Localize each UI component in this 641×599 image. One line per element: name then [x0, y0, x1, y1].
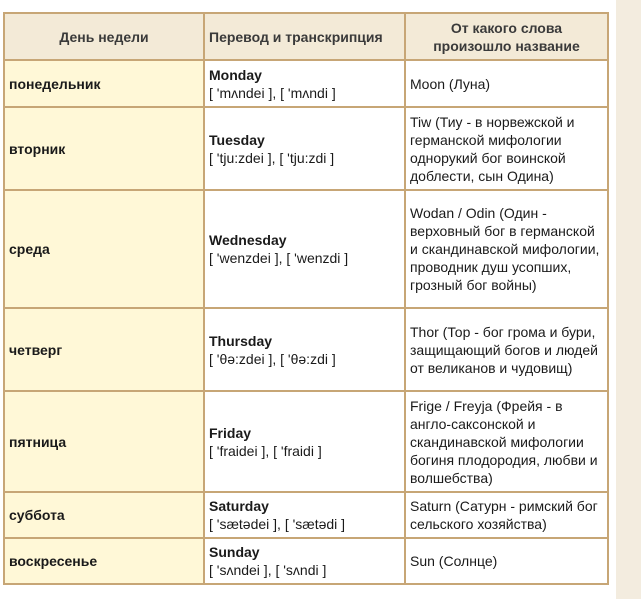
translation-cell: [204, 190, 405, 308]
transcription: [ 'wenzdei ], [ 'wenzdi ]: [209, 250, 349, 266]
table-row: [4, 391, 608, 492]
translation-cell: [204, 308, 405, 391]
transcription: [ 'θə:zdei ], [ 'θə:zdi ]: [209, 350, 336, 367]
transcription: [ 'mʌndei ], [ 'mʌndi ]: [209, 84, 336, 101]
origin-cell: Sun (Солнце): [405, 538, 608, 584]
translation-cell: [204, 391, 405, 492]
table-row: [4, 190, 608, 308]
translation-cell: [204, 492, 405, 538]
header-day: День недели: [4, 13, 204, 60]
day-name: суббота: [4, 492, 204, 538]
english-name: Thursday: [209, 332, 273, 349]
day-name: воскресенье: [4, 538, 204, 584]
day-name: понедельник: [4, 60, 204, 107]
day-name: вторник: [4, 107, 204, 190]
origin-cell: Moon (Луна): [405, 60, 608, 107]
origin-cell: Thor (Тор - бог грома и бури, защищающий богов и людей от великанов и чудовищ): [405, 308, 608, 391]
origin-cell: Frige / Freyja (Фрейя - в англо-саксонской и скандинавской мифологии богиня плодородия, любви и волшебства): [405, 391, 608, 492]
translation-cell: [204, 538, 405, 584]
translation-cell: [204, 60, 405, 107]
table-row: [4, 492, 608, 538]
page-side-background: [616, 0, 641, 599]
day-name: четверг: [4, 308, 204, 391]
day-name: среда: [4, 190, 204, 308]
english-name: Monday: [209, 66, 262, 83]
origin-cell: Wodan / Odin (Один - верховный бог в германской и скандинавской мифологии, проводник душ усопших, грозный бог войны): [405, 190, 608, 308]
transcription: [ 'sʌndei ], [ 'sʌndi ]: [209, 562, 327, 578]
transcription: [ 'tju:zdei ], [ 'tju:zdi ]: [209, 149, 335, 166]
transcription: [ 'sætədei ], [ 'sætədi ]: [209, 516, 346, 532]
weekdays-table: [3, 12, 609, 585]
english-name: Wednesday: [209, 232, 287, 248]
table-row: [4, 308, 608, 391]
english-name: Friday: [209, 424, 252, 441]
header-translation: Перевод и транскрипция: [204, 13, 405, 60]
origin-cell: Saturn (Сатурн - римский бог сельского хозяйства): [405, 492, 608, 538]
english-name: Tuesday: [209, 131, 265, 148]
english-name: Sunday: [209, 544, 260, 560]
table-row: [4, 60, 608, 107]
translation-cell: [204, 107, 405, 190]
english-name: Saturday: [209, 498, 269, 514]
day-name: пятница: [4, 391, 204, 492]
table-row: [4, 538, 608, 584]
origin-cell: Tiw (Тиу - в норвежской и германской мифологии однорукий бог воинской доблести, сын Одина): [405, 107, 608, 190]
header-row: [4, 13, 608, 60]
header-origin: От какого слова произошло название: [405, 13, 608, 60]
table-row: [4, 107, 608, 190]
transcription: [ 'fraidei ], [ 'fraidi ]: [209, 442, 322, 459]
